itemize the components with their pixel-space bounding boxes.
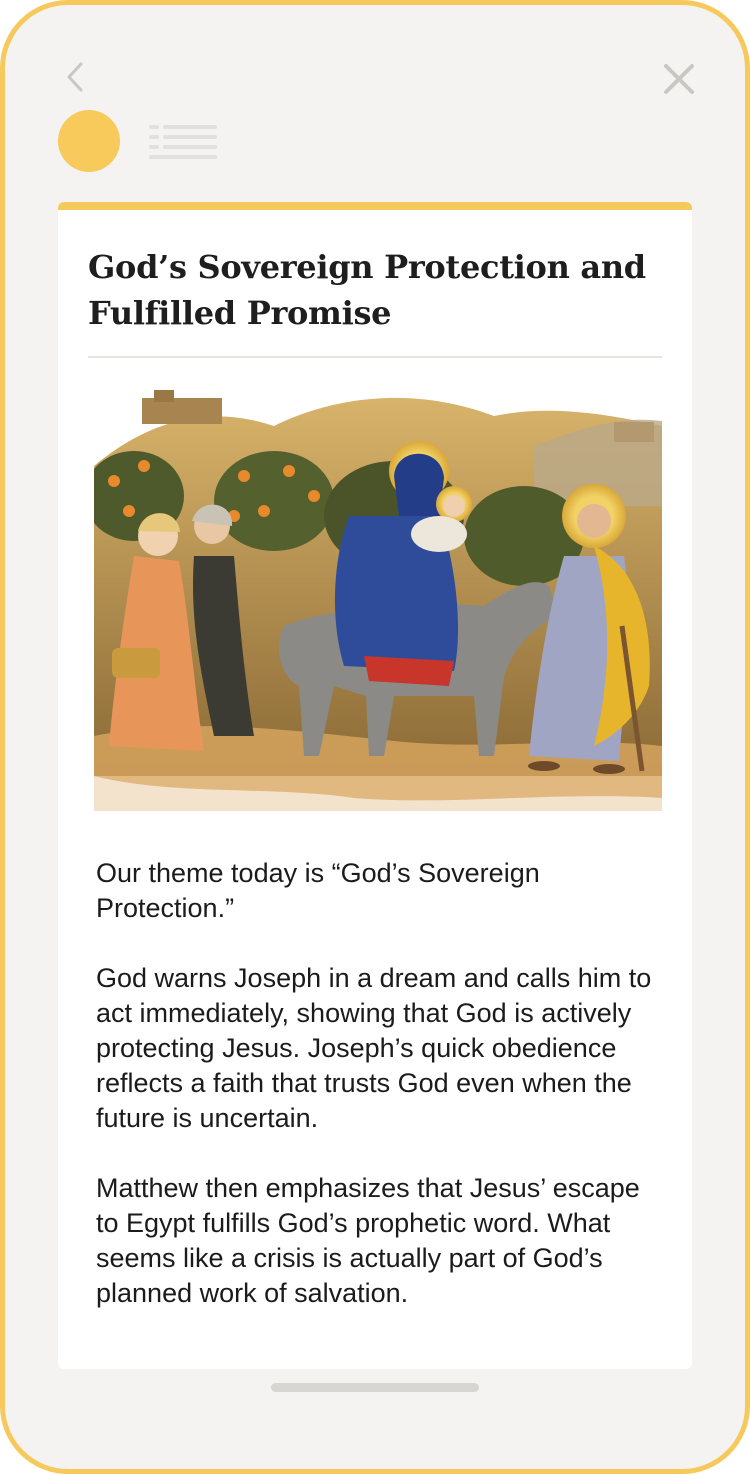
close-icon[interactable] <box>661 61 697 97</box>
menu-lines-icon[interactable] <box>149 123 217 159</box>
avatar[interactable] <box>58 110 120 172</box>
paragraph: God warns Joseph in a dream and calls him to act immediately, showing that God is actively protecting Jesus. Joseph’s quick obedience reflects a faith that trusts God even when the future is uncertain. <box>96 963 652 1133</box>
divider <box>88 356 662 358</box>
content-card <box>58 202 692 1369</box>
body-text <box>96 856 656 1346</box>
flight-into-egypt-illustration <box>94 386 662 811</box>
paragraph: Our theme today is “God’s Sovereign Protection.” <box>96 858 540 923</box>
chevron-left-icon[interactable] <box>63 61 89 93</box>
paragraph: Matthew then emphasizes that Jesus’ escape to Egypt fulfills God’s prophetic word. What seems like a crisis is actually part of God’s planned work of salvation. <box>96 1173 640 1308</box>
card-title: God’s Sovereign Protection and Fulfilled Promise <box>88 248 646 332</box>
home-indicator[interactable] <box>271 1383 479 1392</box>
